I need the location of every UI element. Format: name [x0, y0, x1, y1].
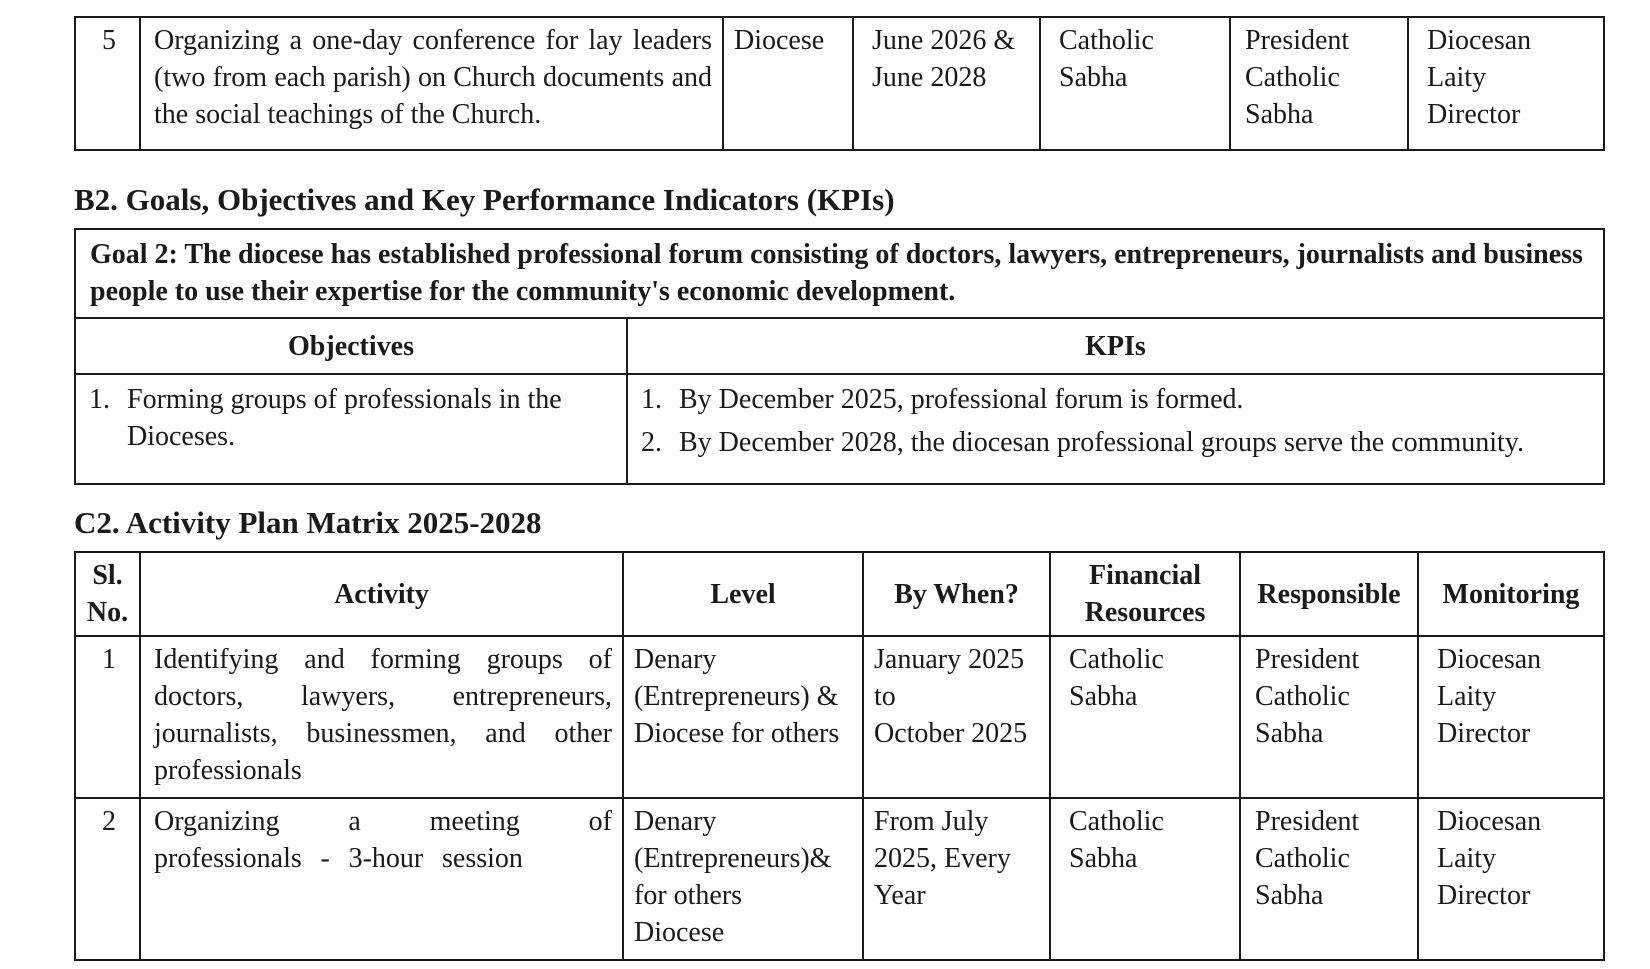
- section-heading-c2: C2. Activity Plan Matrix 2025-2028: [74, 505, 542, 540]
- monitoring-cell: Diocesan Laity Director: [1408, 17, 1604, 150]
- serial-number-cell: 5: [75, 17, 140, 150]
- header-by-when: By When?: [863, 552, 1050, 636]
- financial-resources-cell: Catholic Sabha: [1040, 17, 1230, 150]
- header-monitoring: Monitoring: [1418, 552, 1604, 636]
- table-row: [75, 17, 1604, 150]
- header-responsible: Responsible: [1240, 552, 1418, 636]
- responsible-cell: President Catholic Sabha: [1240, 798, 1418, 960]
- objectives-header: Objectives: [75, 318, 627, 374]
- table-row: [75, 374, 1604, 484]
- serial-number-cell: 1: [75, 636, 140, 798]
- activity-cell: Organizing a meeting of professionals - 3-hour session: [140, 798, 623, 960]
- responsible-cell: President Catholic Sabha: [1240, 636, 1418, 798]
- goals-kpi-table: [74, 228, 1605, 485]
- section-heading-b2: B2. Goals, Objectives and Key Performance Indicators (KPIs): [74, 182, 895, 217]
- activity-cell: Identifying and forming groups of doctors, lawyers, entrepreneurs, journalists, businessmen, and other professionals: [140, 636, 623, 798]
- table-header-row: [75, 552, 1604, 636]
- header-level: Level: [623, 552, 863, 636]
- goal-statement: Goal 2: The diocese has established professional forum consisting of doctors, lawyers, entrepreneurs, journalists and business people to use their expertise for the community's economic development.: [75, 229, 1604, 318]
- level-cell: Diocese: [723, 17, 853, 150]
- serial-number-cell: 2: [75, 798, 140, 960]
- table-row: [75, 636, 1604, 798]
- header-activity: Activity: [140, 552, 623, 636]
- kpis-list: [641, 381, 1593, 461]
- by-when-cell: From July 2025, Every Year: [863, 798, 1050, 960]
- list-item: 1. Forming groups of professionals in the Dioceses.: [89, 384, 562, 452]
- financial-resources-cell: Catholic Sabha: [1050, 636, 1240, 798]
- table-row: [75, 798, 1604, 960]
- kpis-header: KPIs: [627, 318, 1604, 374]
- monitoring-cell: Diocesan Laity Director: [1418, 798, 1604, 960]
- previous-activity-table: [74, 16, 1605, 151]
- objectives-cell: [75, 374, 627, 484]
- objectives-list: [89, 381, 616, 455]
- list-item: 1. By December 2025, professional forum is formed.: [641, 384, 1244, 415]
- by-when-cell: June 2026 & June 2028: [853, 17, 1040, 150]
- header-financial-resources: Financial Resources: [1050, 552, 1240, 636]
- table-row: [75, 229, 1604, 318]
- activity-cell: [140, 17, 723, 150]
- header-sl-no: Sl. No.: [75, 552, 140, 636]
- activity-plan-table: [74, 551, 1605, 961]
- table-row: [75, 318, 1604, 374]
- responsible-cell: President Catholic Sabha: [1230, 17, 1408, 150]
- activity-text: Organizing a one-day conference for lay leaders (two from each parish) on Church documents and the social teachings of the Church.: [154, 25, 712, 130]
- level-cell: Denary (Entrepreneurs) & Diocese for others: [623, 636, 863, 798]
- list-item: 2. By December 2028, the diocesan professional groups serve the community.: [641, 427, 1524, 458]
- level-cell: Denary (Entrepreneurs)& for others Diocese: [623, 798, 863, 960]
- by-when-cell: January 2025 to October 2025: [863, 636, 1050, 798]
- monitoring-cell: Diocesan Laity Director: [1418, 636, 1604, 798]
- financial-resources-cell: Catholic Sabha: [1050, 798, 1240, 960]
- kpis-cell: [627, 374, 1604, 484]
